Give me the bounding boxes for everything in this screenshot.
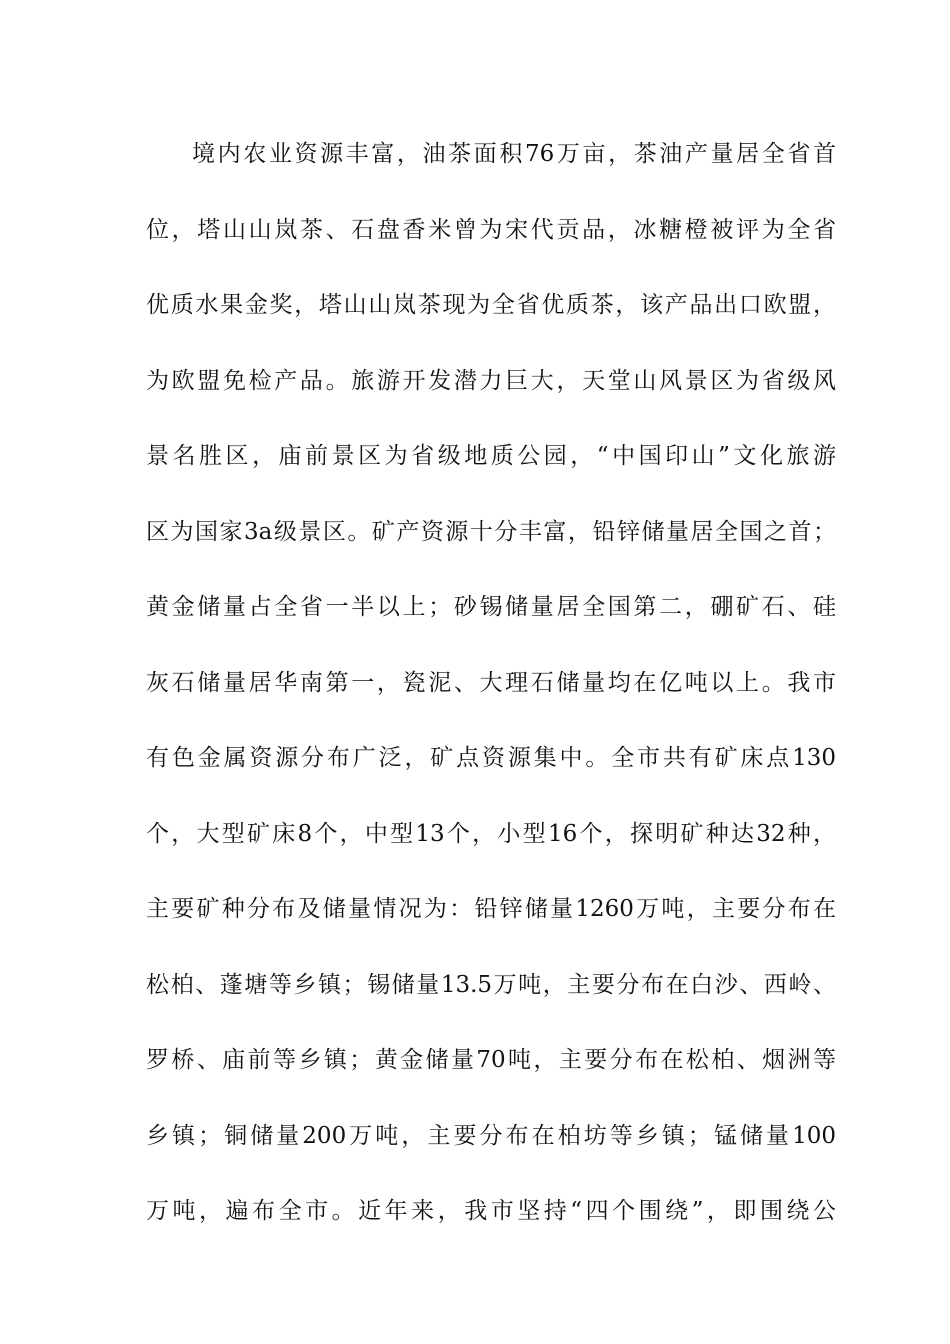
paragraph-line: 有色金属资源分布广泛，矿点资源集中。全市共有矿床点130 — [146, 745, 836, 771]
paragraph-line: 优质水果金奖，塔山山岚茶现为全省优质茶，该产品出口欧盟， — [146, 292, 836, 318]
paragraph-line: 区为国家3a级景区。矿产资源十分丰富，铅锌储量居全国之首； — [146, 518, 836, 545]
paragraph-line: 松柏、蓬塘等乡镇；锡储量13.5万吨，主要分布在白沙、西岭、 — [146, 971, 836, 998]
paragraph-line: 罗桥、庙前等乡镇；黄金储量70吨，主要分布在松柏、烟洲等 — [146, 1047, 836, 1073]
paragraph-line: 境内农业资源丰富，油茶面积76万亩，茶油产量居全省首 — [192, 141, 836, 167]
paragraph-line: 主要矿种分布及储量情况为：铅锌储量1260万吨，主要分布在 — [146, 896, 836, 922]
paragraph-line: 为欧盟免检产品。旅游开发潜力巨大，天堂山风景区为省级风 — [146, 367, 836, 394]
paragraph-line: 景名胜区，庙前景区为省级地质公园，“中国印山”文化旅游 — [146, 443, 836, 469]
paragraph-line: 黄金储量占全省一半以上；砂锡储量居全国第二，硼矿石、硅 — [146, 594, 836, 620]
paragraph-line: 灰石储量居华南第一，瓷泥、大理石储量均在亿吨以上。我市 — [146, 669, 836, 696]
body-paragraph — [146, 130, 836, 1263]
paragraph-line: 个，大型矿床8个，中型13个，小型16个，探明矿种达32种， — [146, 820, 836, 847]
paragraph-line: 位，塔山山岚茶、石盘香米曾为宋代贡品，冰糖橙被评为全省 — [146, 216, 836, 243]
paragraph-line: 万吨，遍布全市。近年来，我市坚持“四个围绕”，即围绕公 — [146, 1198, 836, 1224]
paragraph-line: 乡镇；铜储量200万吨，主要分布在柏坊等乡镇；锰储量100 — [146, 1122, 836, 1149]
